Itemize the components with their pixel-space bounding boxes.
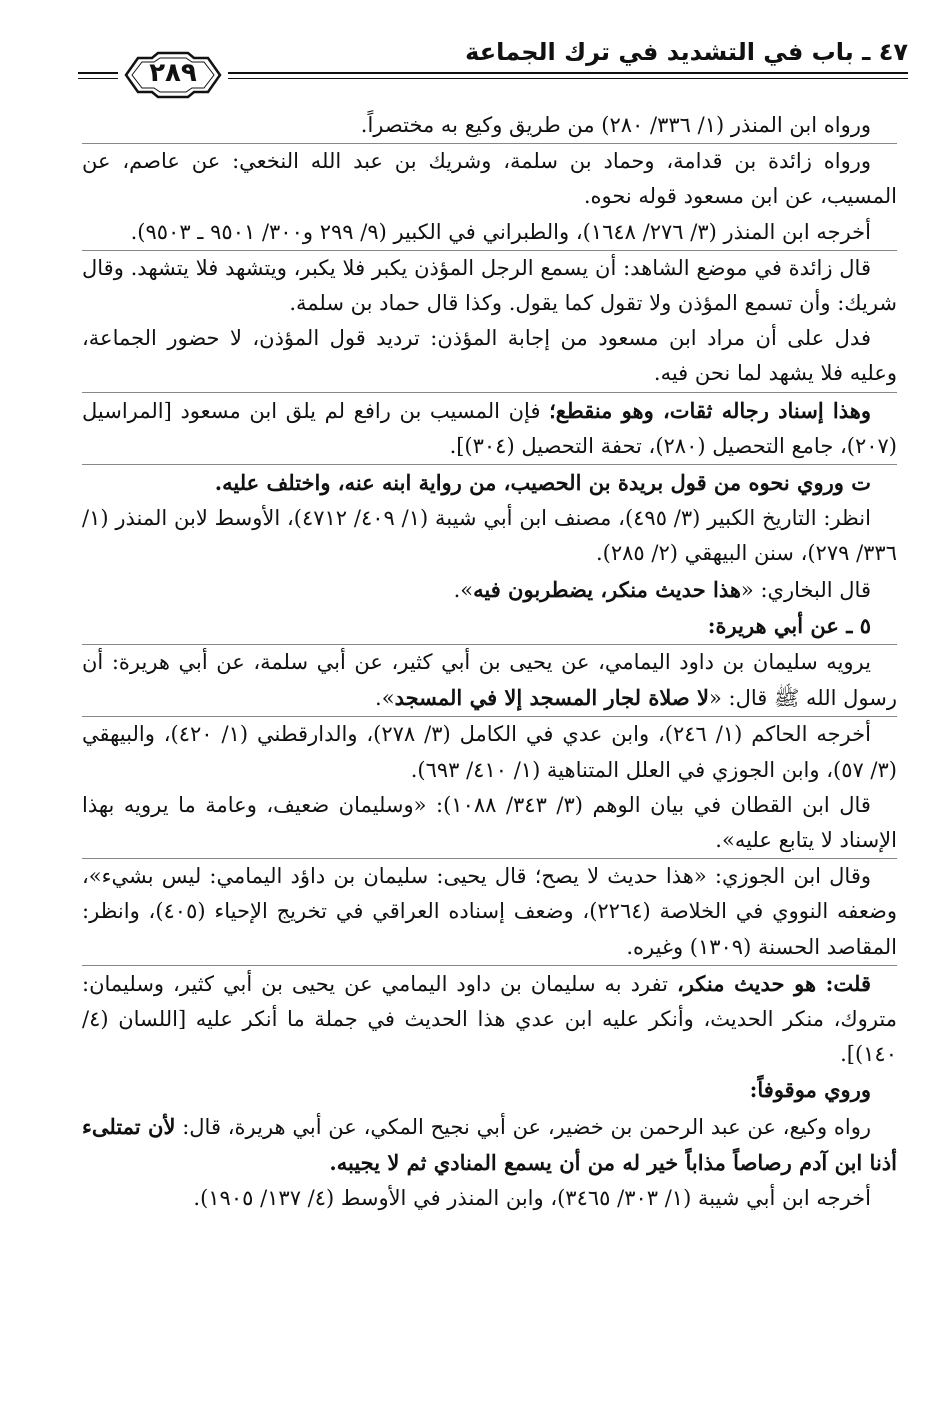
paragraph	[82, 251, 897, 321]
header-rule	[228, 72, 908, 74]
page-number: ٢٨٩	[149, 58, 197, 88]
paragraph	[82, 393, 897, 465]
bold-text: لا صلاة لجار المسجد إلا في المسجد	[394, 685, 710, 711]
page-header	[78, 30, 908, 90]
bold-text: وروي موقوفاً:	[749, 1077, 871, 1103]
paragraph	[82, 645, 897, 717]
paragraph	[82, 1181, 897, 1216]
bold-text: قلت: هو حديث منكر،	[676, 970, 871, 996]
text-run: أخرجه الحاكم (١/ ٢٤٦)، وابن عدي في الكامل (٣/ ٢٧٨)، والدارقطني (١/ ٤٢٠)، والبيهقي (٣/ ٥٧)، وابن الجوزي في العلل المتناهية (١/ ٤١٠/ ٦٩٣).	[82, 722, 897, 782]
text-run: ورواه زائدة بن قدامة، وحماد بن سلمة، وشريك بن عبد الله النخعي: عن عاصم، عن المسيب، عن ابن مسعود قوله نحوه.	[82, 149, 897, 209]
chapter-title: ٤٧ ـ باب في التشديد في ترك الجماعة	[465, 38, 908, 66]
text-run: قال البخاري: «	[740, 577, 871, 602]
page-body	[82, 108, 897, 1216]
paragraph	[82, 215, 897, 251]
bold-text: ٥ ـ عن أبي هريرة:	[707, 612, 871, 638]
paragraph	[82, 859, 897, 966]
text-run: ورواه ابن المنذر (١/ ٣٣٦/ ٢٨٠) من طريق وكيع به مختصراً.	[360, 113, 871, 137]
bold-text: هذا حديث منكر، يضطربون فيه	[473, 576, 741, 602]
header-rule-thin	[228, 78, 908, 79]
text-run: انظر: التاريخ الكبير (٣/ ٤٩٥)، مصنف ابن أبي شيبة (١/ ٤٠٩/ ٤٧١٢)، الأوسط لابن المنذر (١/ ٣٣٦/ ٢٧٩)، سنن البيهقي (٢/ ٢٨٥).	[82, 506, 897, 566]
text-run: أخرجه ابن أبي شيبة (١/ ٣٠٣/ ٣٤٦٥)، وابن المنذر في الأوسط (٤/ ١٣٧/ ١٩٠٥).	[193, 1186, 871, 1211]
text-run: فإن المسيب بن رافع لم يلق ابن مسعود [المراسيل (٢٠٧)، جامع التحصيل (٢٨٠)، تحفة التحصيل (٣٠٤)].	[82, 398, 897, 458]
bold-text: وروي نحوه من قول بريدة بن الحصيب، من رواية ابنه عنه، واختلف عليه.	[214, 470, 852, 496]
bold-text: لأن تمتلىء أذنا ابن آدم رصاصاً مذاباً خير له من أن يسمع المنادي ثم لا يجيبه.	[82, 1113, 897, 1175]
text-run: رواه وكيع، عن عبد الرحمن بن خضير، عن أبي نجيح المكي، عن أبي هريرة، قال:	[175, 1114, 871, 1139]
header-rule-left-thin	[78, 78, 118, 79]
paragraph	[82, 501, 897, 571]
bold-text: وهذا إسناد رجاله ثقات، وهو منقطع؛	[549, 397, 871, 423]
text-run: فدل على أن مراد ابن مسعود من إجابة المؤذن: ترديد قول المؤذن، لا حضور الجماعة، وعليه فلا يشهد لما نحن فيه.	[82, 326, 897, 386]
text-run: تفرد به سليمان بن داود اليمامي عن يحيى بن أبي كثير، وسليمان: متروك، منكر الحديث، وأنكر عليه ابن عدي هذا الحديث في جملة ما أنكر عليه [اللسان (٤/ ١٤٠)].	[82, 971, 897, 1067]
paragraph	[82, 572, 897, 608]
text-run: أخرجه ابن المنذر (٣/ ٢٧٦/ ١٦٤٨)، والطبراني في الكبير (٩/ ٢٩٩ و٣٠٠/ ٩٥٠١ ـ ٩٥٠٣).	[130, 219, 871, 244]
paragraph	[82, 465, 897, 501]
text-run: قال زائدة في موضع الشاهد: أن يسمع الرجل المؤذن يكبر فلا يكبر، ويتشهد فلا يتشهد. وقال شريك: وأن تسمع المؤذن ولا تقول كما يقول. وكذا قال حماد بن سلمة.	[82, 255, 897, 316]
section-mark: ت	[851, 470, 871, 496]
text-run: ».	[375, 686, 395, 711]
paragraph	[82, 966, 897, 1073]
paragraph	[82, 717, 897, 787]
paragraph	[82, 108, 897, 144]
paragraph	[82, 1109, 897, 1181]
paragraph	[82, 788, 897, 859]
text-run: يرويه سليمان بن داود اليمامي، عن يحيى بن أبي كثير، عن أبي سلمة، عن أبي هريرة: أن رسول الله ﷺ قال: «	[82, 650, 897, 711]
text-run: قال ابن القطان في بيان الوهم (٣/ ٣٤٣/ ١٠٨٨): «وسليمان ضعيف، وعامة ما يرويه بهذا الإسناد لا يتابع عليه».	[82, 792, 897, 853]
paragraph	[82, 144, 897, 214]
paragraph	[82, 321, 897, 392]
text-run: وقال ابن الجوزي: «هذا حديث لا يصح؛ قال يحيى: سليمان بن داؤد اليمامي: ليس بشيء»، وضعفه النووي في الخلاصة (٢٢٦٤)، وضعف إسناده العراقي في تخريج الإحياء (٤٠٥)، وانظر: المقاصد الحسنة (١٣٠٩) وغيره.	[82, 864, 897, 959]
page-number-badge	[118, 50, 228, 100]
text-run: ».	[453, 577, 474, 602]
header-rule-left	[78, 72, 118, 74]
paragraph	[82, 608, 897, 645]
paragraph	[82, 1072, 897, 1108]
